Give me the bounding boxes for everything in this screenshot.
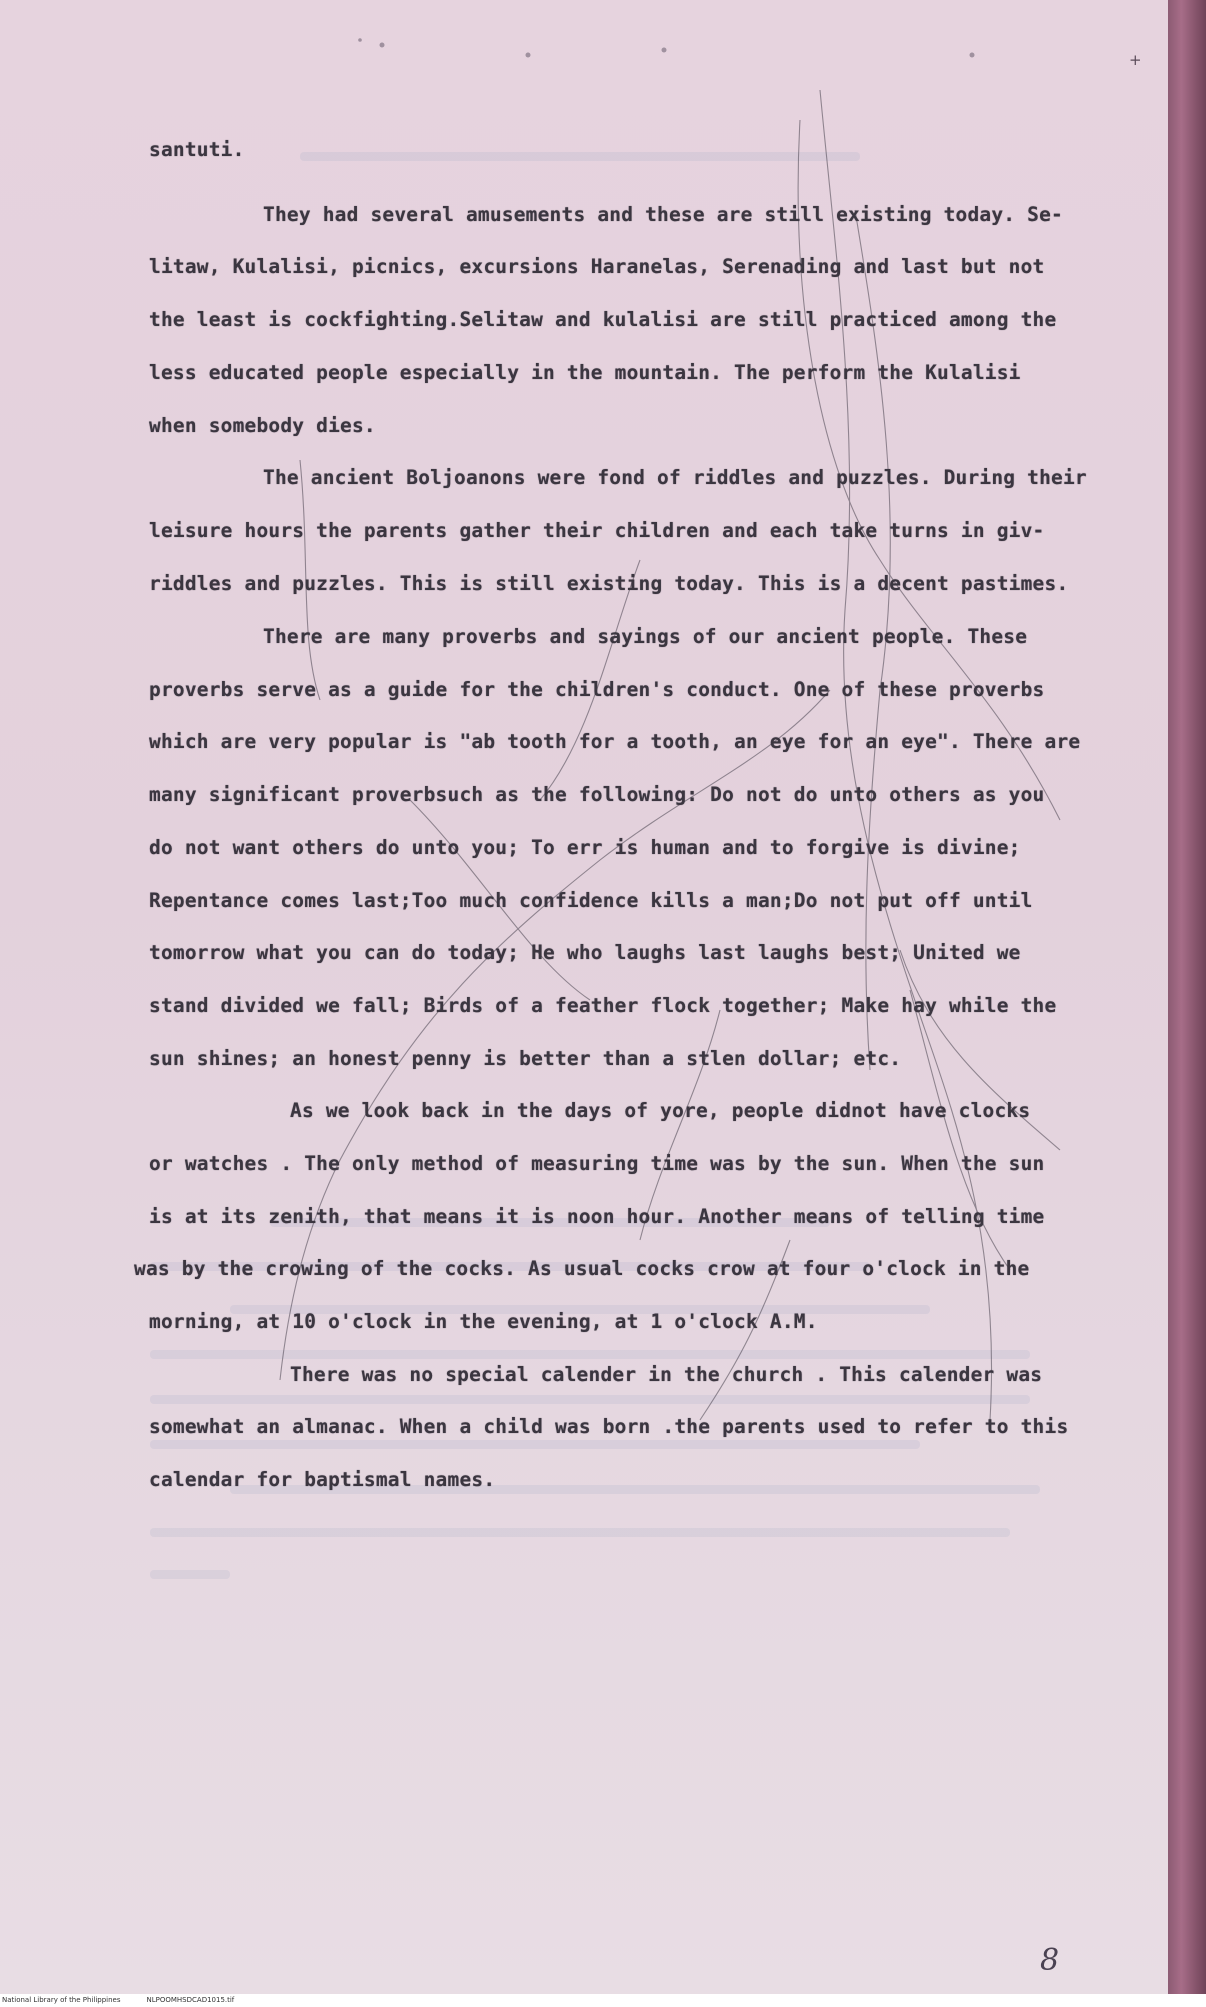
text-line: There was no special calender in the church . This calender was	[290, 1363, 1043, 1386]
page-number: 8	[1040, 1943, 1060, 1978]
text-line: morning, at 10 o'clock in the evening, at 1 o'clock A.M.	[149, 1310, 818, 1333]
text-line: proverbs serve as a guide for the children's conduct. One of these proverbs	[149, 678, 1045, 701]
corner-mark: +	[1129, 51, 1142, 69]
text-line: less educated people especially in the mountain. The perform the Kulalisi	[149, 361, 1021, 384]
text-line: They had several amusements and these are still existing today. Se-	[263, 203, 1063, 226]
text-line: santuti.	[149, 138, 245, 161]
text-line: sun shines; an honest penny is better than a stlen dollar; etc.	[149, 1047, 902, 1070]
text-line: the least is cockfighting.Selitaw and kulalisi are still practiced among the	[149, 308, 1057, 331]
text-line: many significant proverbsuch as the following: Do not do unto others as you	[149, 783, 1045, 806]
text-line: stand divided we fall; Birds of a feather flock together; Make hay while the	[149, 994, 1057, 1017]
text-line: Repentance comes last;Too much confidence kills a man;Do not put off until	[149, 889, 1033, 912]
text-line: is at its zenith, that means it is noon hour. Another means of telling time	[149, 1205, 1045, 1228]
footer-source: National Library of the Philippines	[2, 1996, 121, 2004]
text-line: litaw, Kulalisi, picnics, excursions Haranelas, Serenading and last but not	[149, 255, 1045, 278]
text-line: tomorrow what you can do today; He who laughs last laughs best; United we	[149, 941, 1021, 964]
text-line: There are many proverbs and sayings of our ancient people. These	[263, 625, 1028, 648]
text-line: riddles and puzzles. This is still existing today. This is a decent pastimes.	[149, 572, 1069, 595]
text-line: do not want others do unto you; To err is human and to forgive is divine;	[149, 836, 1021, 859]
text-line: when somebody dies.	[149, 414, 376, 437]
text-line: calendar for baptismal names.	[149, 1468, 496, 1491]
footer-filename: NLPOOMHSDCAD1015.tif	[146, 1996, 235, 2004]
binding-edge	[1168, 0, 1206, 1994]
scan-footer	[2, 1996, 260, 2005]
text-line: somewhat an almanac. When a child was born .the parents used to refer to this	[149, 1415, 1069, 1438]
text-line: or watches . The only method of measuring time was by the sun. When the sun	[149, 1152, 1045, 1175]
text-line: leisure hours the parents gather their children and each take turns in giv-	[149, 519, 1045, 542]
text-line: was by the crowing of the cocks. As usual cocks crow at four o'clock in the	[134, 1257, 1030, 1280]
text-line: The ancient Boljoanons were fond of riddles and puzzles. During their	[263, 466, 1087, 489]
text-line: which are very popular is "ab tooth for a tooth, an eye for an eye". There are	[149, 730, 1081, 753]
text-line: As we look back in the days of yore, people didnot have clocks	[290, 1099, 1031, 1122]
